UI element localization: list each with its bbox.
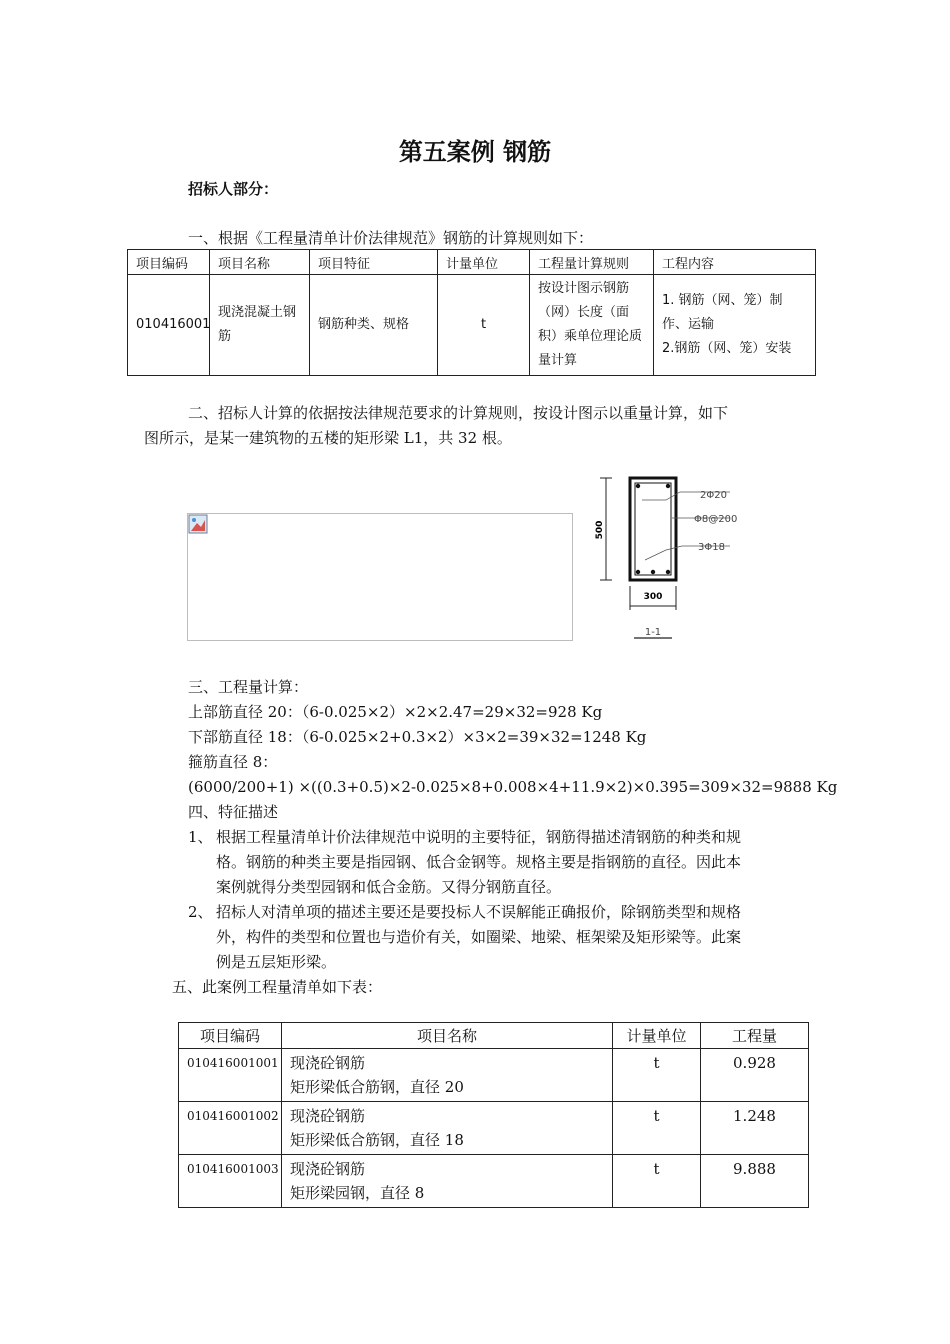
name-cell xyxy=(282,1049,613,1102)
name-cell xyxy=(282,1102,613,1155)
feature-item-line: 案例就得分类型园钢和低合金筋。又得分钢筋直径。 xyxy=(216,878,562,896)
width-dimension: 300 xyxy=(643,592,663,602)
name-cell: 现浇混凝土钢筋 xyxy=(210,275,310,376)
bill-table xyxy=(178,1022,809,1208)
section-label: 1-1 xyxy=(644,627,662,638)
code-cell: 010416001003 xyxy=(179,1155,282,1208)
height-dimension: 500 xyxy=(595,520,605,540)
section2-line1: 二、招标人计算的依据按法律规范要求的计算规则，按设计图示以重量计算，如下 xyxy=(188,404,729,422)
bill-table-header-row xyxy=(179,1023,809,1049)
name-line: 矩形梁低合筋钢，直径 18 xyxy=(290,1131,464,1149)
stirrup-label: Φ8@200 xyxy=(694,514,738,525)
qty-cell: 9.888 xyxy=(701,1155,809,1208)
feature-item-text xyxy=(216,900,741,975)
bill-table-row xyxy=(179,1049,809,1102)
header-cell: 计量单位 xyxy=(613,1023,701,1049)
section1-heading: 一、根据《工程量清单计价法律规范》钢筋的计算规则如下： xyxy=(188,229,594,247)
header-cell: 工程量计算规则 xyxy=(530,250,654,275)
unit-cell: t xyxy=(438,275,530,376)
bill-table-row xyxy=(179,1155,809,1208)
header-cell: 项目特征 xyxy=(310,250,438,275)
unit-cell: t xyxy=(613,1102,701,1155)
name-line: 矩形梁低合筋钢，直径 20 xyxy=(290,1078,464,1096)
feature-item-number: 2、 xyxy=(188,903,213,921)
unit-cell: t xyxy=(613,1155,701,1208)
feature-item-line: 招标人对清单项的描述主要还是要投标人不误解能正确报价，除钢筋类型和规格 xyxy=(216,903,742,921)
feature-item-number: 1、 xyxy=(188,828,213,846)
bottom-bar-label: 3Φ18 xyxy=(698,542,725,553)
rules-table xyxy=(127,249,816,376)
name-line: 现浇砼钢筋 xyxy=(290,1160,366,1178)
section3-heading: 三、工程量计算： xyxy=(188,678,309,696)
stirrup-calc: (6000/200+1) ×((0.3+0.5)×2-0.025×8+0.008×4+11.9×2)×0.395=309×32=9888 Kg xyxy=(188,778,838,796)
name-line: 现浇砼钢筋 xyxy=(290,1054,366,1072)
header-cell: 项目编码 xyxy=(179,1023,282,1049)
feature-item-line: 根据工程量清单计价法律规范中说明的主要特征，钢筋得描述清钢筋的种类和规 xyxy=(216,828,742,846)
beam-cross-section-drawing xyxy=(590,470,770,645)
top-bar-label: 2Φ20 xyxy=(700,490,727,501)
bottom-bar-calc: 下部筋直径 18：（6-0.025×2+0.3×2）×3×2=39×32=1248 Kg xyxy=(188,728,647,746)
header-cell: 项目名称 xyxy=(210,250,310,275)
name-cell xyxy=(282,1155,613,1208)
name-line: 现浇砼钢筋 xyxy=(290,1107,366,1125)
beam-image-placeholder xyxy=(187,513,573,641)
header-cell: 工程量 xyxy=(701,1023,809,1049)
code-cell: 010416001 xyxy=(128,275,210,376)
rule-cell: 按设计图示钢筋（网）长度（面积）乘单位理论质量计算 xyxy=(530,275,654,376)
header-cell: 工程内容 xyxy=(654,250,816,275)
stirrup-heading: 箍筋直径 8： xyxy=(188,753,278,771)
section-subtitle: 招标人部分： xyxy=(188,180,279,198)
top-bar-calc: 上部筋直径 20：（6-0.025×2）×2×2.47=29×32=928 Kg xyxy=(188,703,603,721)
broken-image-icon xyxy=(188,514,208,534)
header-cell: 项目编码 xyxy=(128,250,210,275)
name-line: 矩形梁园钢，直径 8 xyxy=(290,1184,425,1202)
qty-cell: 1.248 xyxy=(701,1102,809,1155)
section4-heading: 四、特征描述 xyxy=(188,803,279,821)
feature-item-line: 外，构件的类型和位置也与造价有关，如圈梁、地梁、框架梁及矩形梁等。此案 xyxy=(216,928,742,946)
feature-cell: 钢筋种类、规格 xyxy=(310,275,438,376)
content-line-1: 1. 钢筋（网、笼）制作、运输 xyxy=(662,293,783,332)
rules-table-row xyxy=(128,275,816,376)
section5-heading: 五、此案例工程量清单如下表： xyxy=(172,978,383,996)
header-cell: 计量单位 xyxy=(438,250,530,275)
section2-line2: 图所示，是某一建筑物的五楼的矩形梁 L1，共 32 根。 xyxy=(144,429,512,447)
feature-item-line: 格。钢筋的种类主要是指园钢、低合金钢等。规格主要是指钢筋的直径。因此本 xyxy=(216,853,742,871)
feature-item-line: 例是五层矩形梁。 xyxy=(216,953,337,971)
bill-table-row xyxy=(179,1102,809,1155)
content-line-2: 2.钢筋（网、笼）安装 xyxy=(662,341,792,356)
unit-cell: t xyxy=(613,1049,701,1102)
feature-item-text xyxy=(216,825,741,900)
qty-cell: 0.928 xyxy=(701,1049,809,1102)
code-cell: 010416001001 xyxy=(179,1049,282,1102)
content-cell xyxy=(654,275,816,376)
code-cell: 010416001002 xyxy=(179,1102,282,1155)
page-title: 第五案例 钢筋 xyxy=(398,138,552,166)
rules-table-header-row xyxy=(128,250,816,275)
header-cell: 项目名称 xyxy=(282,1023,613,1049)
